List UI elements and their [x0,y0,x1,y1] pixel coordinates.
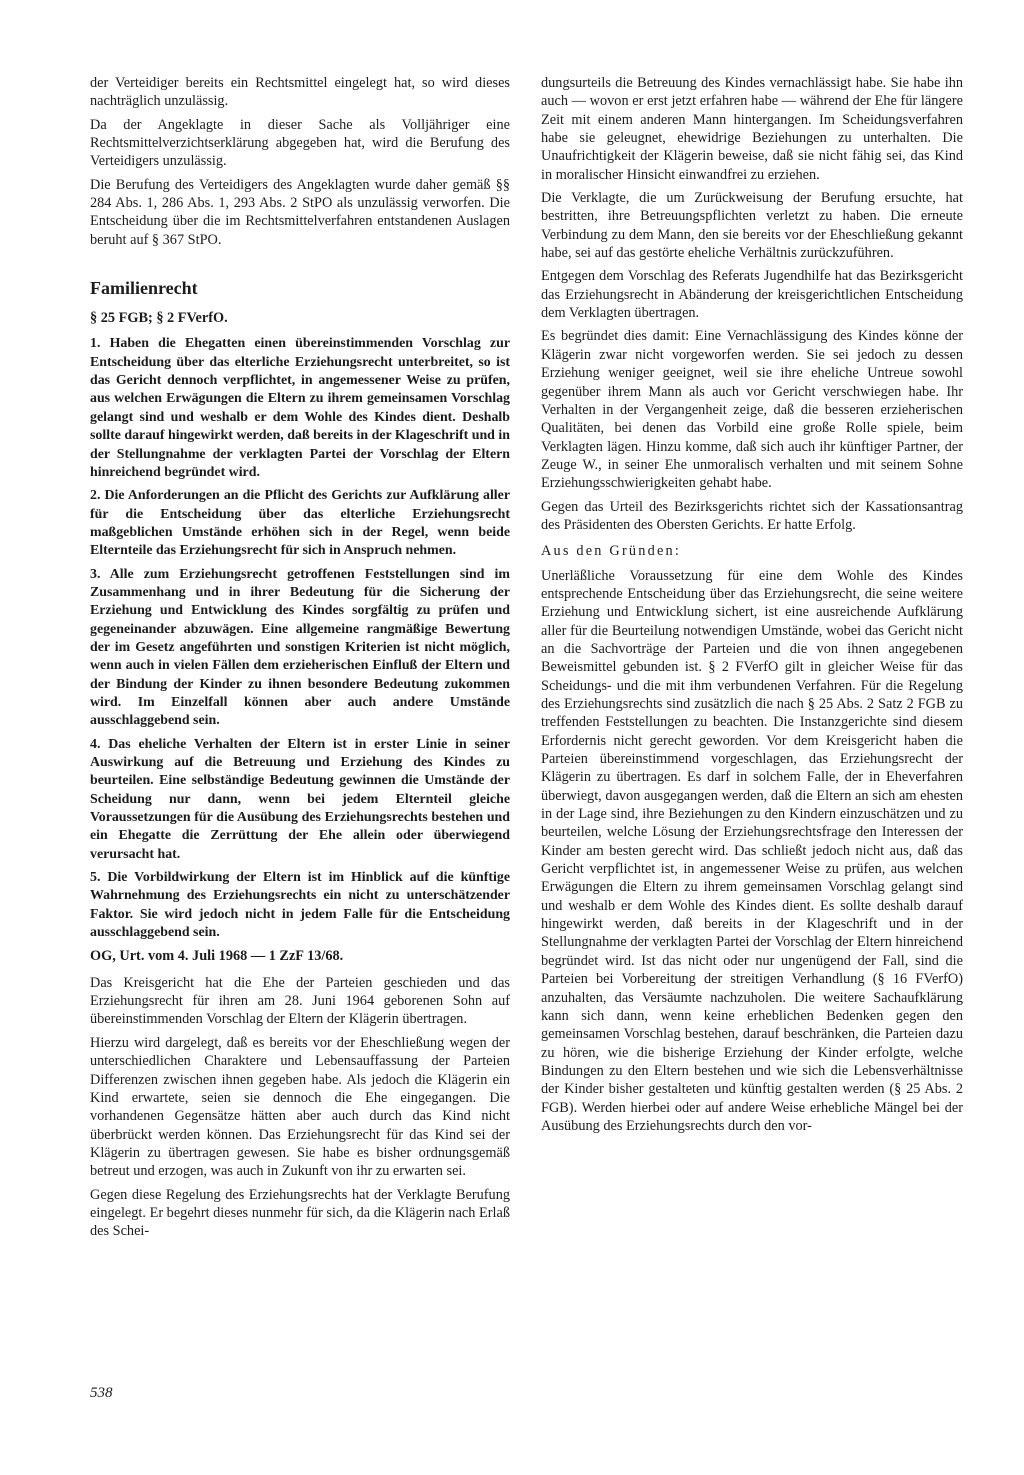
paragraph: Gegen das Urteil des Bezirksgerichts richtet sich der Kassationsantrag des Präsidenten des Obersten Gerichts. Er hatte Erfolg. [541,498,963,533]
right-column [541,74,963,1140]
left-column [90,74,510,1246]
headnote-5: 5. Die Vorbildwirkung der Eltern ist im Hinblick auf die künftige Wahrnehmung des Erziehungsrechts ein nicht zu unterschätzender Faktor. Sie wird jedoch nicht in jedem Falle für die Entscheidung ausschlaggebend sein. [90,870,510,941]
headnote-3: 3. Alle zum Erziehungsrecht getroffenen Feststellungen sind im Zusammenhang und in ihrer Bedeutung für die Sicherung der Erziehung und Entwicklung des Kindes sorgfältig zu prüfen und gegeneinander abzuwägen. Eine allgemeine rangmäßige Bewertung der im Gesetz angeführten und sonstigen Kriterien ist nicht möglich, wenn auch in vielen Fällen dem erzieherischen Einfluß der Eltern und der Bindung der Kinder zu ihnen besondere Bedeutung zukommen wird. Im Einzelfall können aber auch andere Umstände ausschlaggebend sein. [90,566,510,729]
reasons-heading: Aus den Gründen: [541,543,682,560]
page-number: 538 [90,1385,113,1401]
norm-references: § 25 FGB; § 2 FVerfO. [90,310,228,327]
paragraph: Das Kreisgericht hat die Ehe der Parteien geschieden und das Erziehungsrecht für ihren am 28. Juni 1964 geborenen Sohn auf übereinstimmenden Vorschlag der Eltern der Klägerin übertragen. [90,974,510,1028]
headnote-2: 2. Die Anforderungen an die Pflicht des Gerichts zur Aufklärung aller für die Entscheidung über das elterliche Erziehungsrecht maßgeblichen Umstände erhöhen sich in der Regel, wenn beide Elternteile das Erziehungsrecht für sich in Anspruch nehmen. [90,488,510,559]
paragraph: Entgegen dem Vorschlag des Referats Jugendhilfe hat das Bezirksgericht das Erziehungsrecht in Abänderung der kreisgerichtlichen Entscheidung dem Verklagten übertragen. [541,268,963,322]
paragraph: Die Berufung des Verteidigers des Angeklagten wurde daher gemäß §§ 284 Abs. 1, 286 Abs. 1, 293 Abs. 2 StPO als unzulässig verworfen. Die Entscheidung über die im Rechtsmittelverfahren entstandenen Auslagen beruht auf § 367 StPO. [90,176,510,248]
case-citation: OG, Urt. vom 4. Juli 1968 — 1 ZzF 13/68. [90,948,344,965]
paragraph: Da der Angeklagte in dieser Sache als Volljähriger eine Rechtsmittelverzichtserklärung abgegeben hat, wird die Berufung des Verteidigers unzulässig. [90,116,510,170]
paragraph: Unerläßliche Voraussetzung für eine dem Wohle des Kindes entsprechende Entscheidung über das Erziehungsrecht, die seine weitere Erziehung und Entwicklung sichert, ist eine ausreichende Aufklärung aller für die Beurteilung notwendigen Umstände, wobei das Gericht nicht an die Sachvorträge der Parteien und die von ihnen angegebenen Beweismittel gebunden ist. § 2 FVerfO gilt in gleicher Weise für das Scheidungs- und die mit ihm verbundenen Verfahren. Für die Regelung des Erziehungsrechts sind zusätzlich die nach § 25 Abs. 2 Satz 2 FGB zu treffenden Feststellungen zu beachten. Die Instanzgerichte sind diesem Erfordernis nicht gerecht geworden. Vor dem Kreisgericht haben die Parteien übereinstimmend vorgeschlagen, das Erziehungsrecht der Klägerin zu übertragen. Es darf in solchem Falle, der in Eheverfahren überwiegt, davon ausgegangen werden, daß die Eltern an sich am ehesten in der Lage sind, ihre Beziehungen zu den Kindern einzuschätzen und zu beurteilen, welche Lösung der Erziehungsrechtsfrage den Interessen der Kinder am besten gerecht wird. Das schließt jedoch nicht aus, daß das Gericht verpflichtet ist, in angemessener Weise zu prüfen, aus welchen Erwägungen die Eltern zu ihrem gemeinsamen Vorschlag gelangt sind und weshalb er dem Wohle des Kindes dient. Es sollte deshalb darauf hingewirkt werden, daß bereits in der Klageschrift und in der Stellungnahme der verklagten Partei der Vorschlag der Eltern hinreichend begründet wird. Ist das nicht oder nur ungenügend der Fall, sind die Parteien bei Vorbereitung der streitigen Verhandlung (§ 16 FVerfO) anzuhalten, das Versäumte nachzuholen. Die weitere Sachaufklärung kann sich dann, wenn keine erheblichen Bedenken gegen den gemeinsamen Vorschlag bestehen, darauf beschränken, die Parteien dazu zu hören, wie die bisherige Erziehung der Kinder erfolgte, welche Bindungen zu den Eltern bestehen und wie sich die Lebensverhältnisse der Kinder bisher gestalteten und künftig gestalten werden (§ 25 Abs. 2 FGB). Werden hierbei oder auf andere Weise erhebliche Mängel bei der Ausübung des Erziehungsrechts durch den vor- [541,567,963,1134]
headnote-1: 1. Haben die Ehegatten einen übereinstimmenden Vorschlag zur Entscheidung über das elterliche Erziehungsrecht unterbreitet, so ist das Gericht dennoch verpflichtet, in angemessener Weise zu prüfen, aus welchen Erwägungen die Eltern zu ihrem gemeinsamen Vorschlag gelangt sind und weshalb er dem Wohle des Kindes dient. Deshalb sollte darauf hingewirkt werden, daß bereits in der Klageschrift und in der Stellungnahme der verklagten Partei der Vorschlag der Eltern hinreichend begründet wird. [90,336,510,480]
paragraph: Die Verklagte, die um Zurückweisung der Berufung ersuchte, hat bestritten, ihre Betreuungspflichten verletzt zu haben. Die erneute Verbindung zu dem Mann, den sie bereits vor der Eheschließung gekannt habe, sei auf das gestörte eheliche Verhältnis zurückzuführen. [541,190,963,262]
headnote-4: 4. Das eheliche Verhalten der Eltern ist in erster Linie in seiner Auswirkung auf die Betreuung und Erziehung des Kindes zu beurteilen. Eine selbständige Bedeutung gewinnen die Umstände der Scheidung nur dann, wenn bei jedem Elternteil gleiche Voraussetzungen für die Ausübung des Erziehungsrechts bestehen und ein Ehegatte die Zerrüttung der Ehe allein oder überwiegend verursacht hat. [90,736,510,862]
paragraph: der Verteidiger bereits ein Rechtsmittel eingelegt hat, so wird dieses nachträglich unzulässig. [90,75,510,110]
paragraph: Gegen diese Regelung des Erziehungsrechts hat der Verklagte Berufung eingelegt. Er begehrt dieses nunmehr für sich, da die Klägerin nach Erlaß des Schei- [90,1186,510,1240]
paragraph: dungsurteils die Betreuung des Kindes vernachlässigt habe. Sie habe ihn auch — wovon er erst jetzt erfahren habe — während der Ehe für längere Zeit mit einem anderen Mann hintergangen. Im Scheidungsverfahren habe sie geleugnet, ehewidrige Beziehungen zu unterhalten. Die Unaufrichtigkeit der Klägerin beweise, daß sie nicht fähig sei, das Kind in moralischer Hinsicht einwandfrei zu erziehen. [541,75,963,183]
section-title: Familienrecht [90,278,198,299]
paragraph: Hierzu wird dargelegt, daß es bereits vor der Eheschließung wegen der unterschiedlichen Charaktere und Lebensauffassung der Parteien Differenzen zwischen ihnen gegeben habe. Als jedoch die Klägerin ein Kind erwartete, seien sie dennoch die Ehe eingegangen. Die vorhandenen Gegensätze hätten aber auch durch das Kind nicht überbrückt werden können. Das Erziehungsrecht für das Kind sei der Klägerin zu übertragen gewesen. Sie habe es bisher ordnungsgemäß betreut und erzogen, was auch in Zukunft von ihr zu erwarten sei. [90,1034,510,1180]
paragraph: Es begründet dies damit: Eine Vernachlässigung des Kindes könne der Klägerin zwar nicht vorgeworfen werden. Sie sei jedoch zu dessen Erziehung weniger geeignet, weil sie ihre eheliche Untreue sowohl gegenüber ihrem Mann als auch vor Gericht verschwiegen habe. Ihr Verhalten in der Vergangenheit zeige, daß die besseren erzieherischen Qualitäten, bei denen das Vorbild eine große Rolle spiele, beim Verklagten lägen. Hinzu komme, daß sich auch ihr künftiger Partner, der Zeuge W., in seiner Ehe unmoralisch verhalten und mit seinem Sohne Erziehungsschwierigkeiten gehabt habe. [541,328,963,492]
